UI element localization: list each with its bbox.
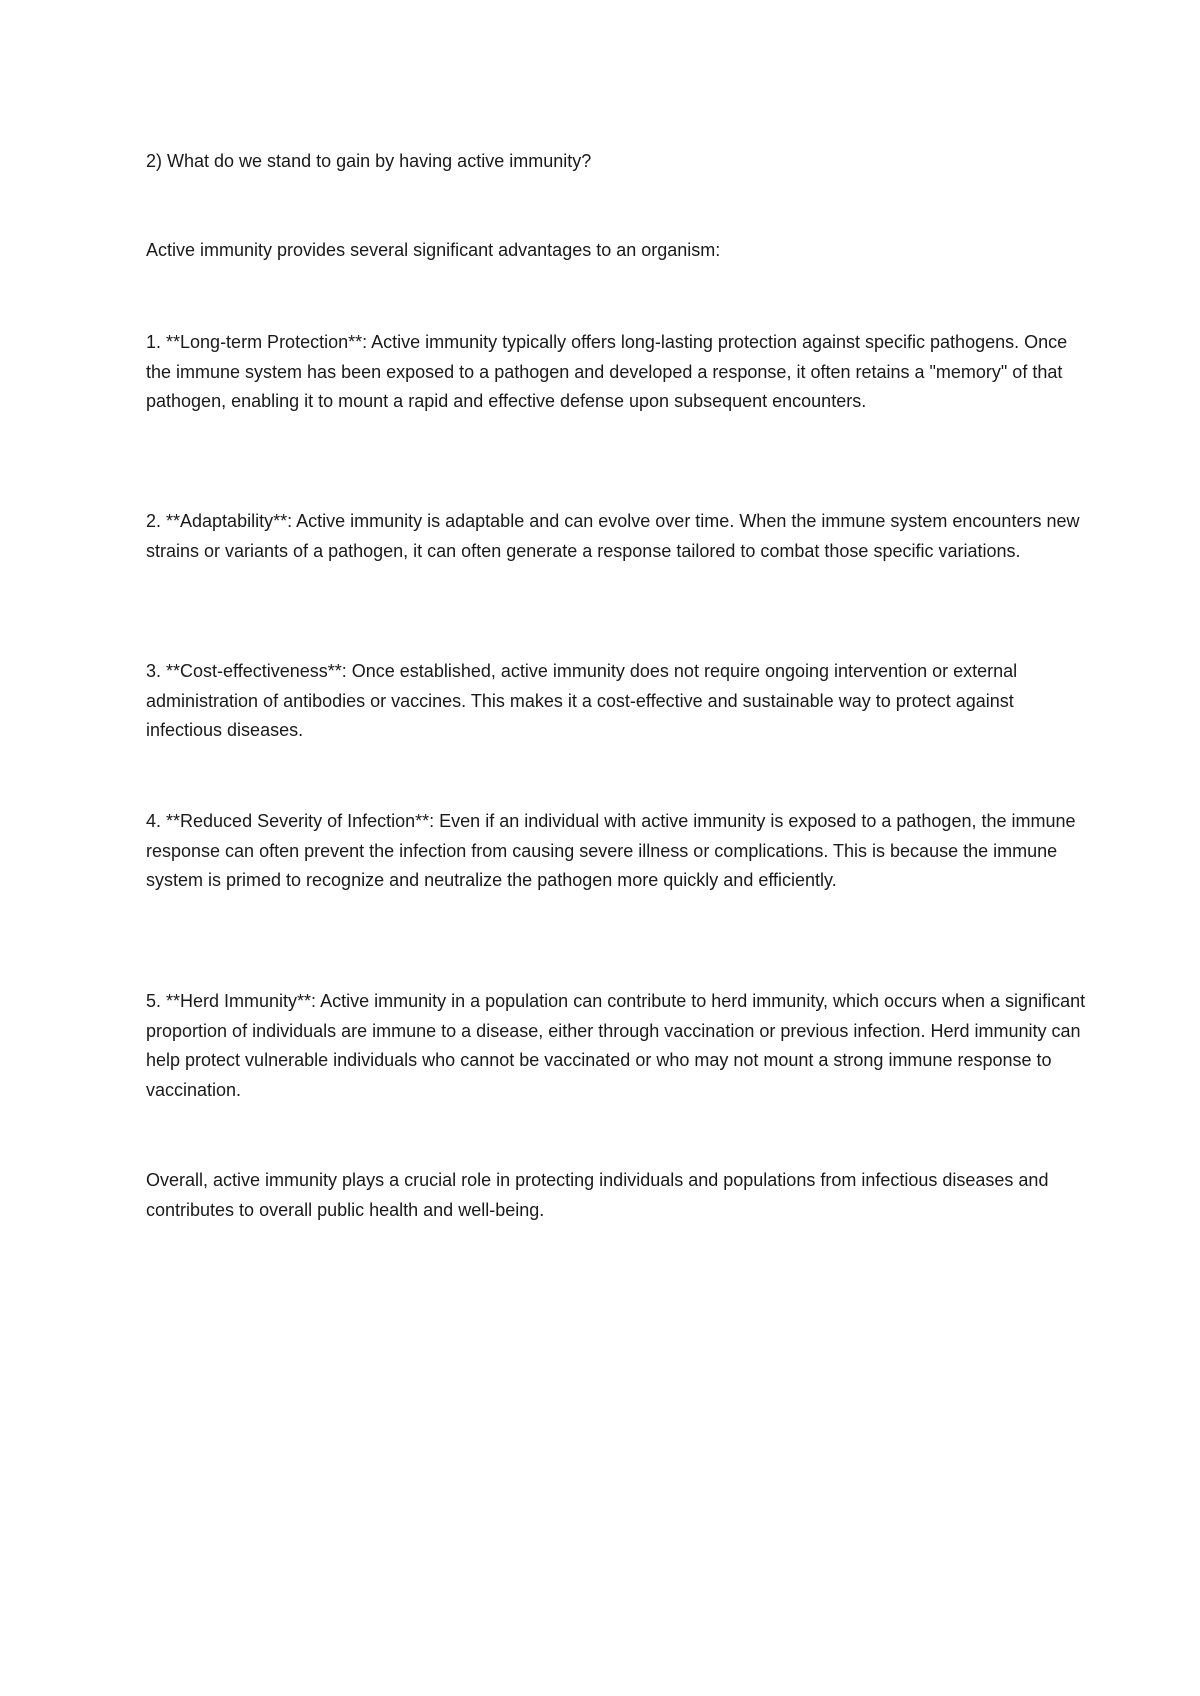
list-item-cost-effectiveness: 3. **Cost-effectiveness**: Once established, active immunity does not require ongoing intervention or external administration of antibodies or vaccines. This makes it a cost-effective and sustainable way to protect against infectious diseases. xyxy=(146,661,1018,740)
list-item-reduced-severity: 4. **Reduced Severity of Infection**: Even if an individual with active immunity is exposed to a pathogen, the immune response can often prevent the infection from causing severe illness or complications. This is because the immune system is primed to recognize and neutralize the pathogen more quickly and efficiently. xyxy=(146,811,1076,890)
list-item-adaptability: 2. **Adaptability**: Active immunity is adaptable and can evolve over time. When the immune system encounters new strains or variants of a pathogen, it can often generate a response tailored to combat those specific variations. xyxy=(146,511,1080,561)
list-item-herd-immunity: 5. **Herd Immunity**: Active immunity in a population can contribute to herd immunity, which occurs when a significant proportion of individuals are immune to a disease, either through vaccination or previous infection. Herd immunity can help protect vulnerable individuals who cannot be vaccinated or who may not mount a strong immune response to vaccination. xyxy=(146,991,1086,1100)
conclusion-paragraph: Overall, active immunity plays a crucial role in protecting individuals and populations from infectious diseases and contributes to overall public health and well-being. xyxy=(146,1170,1049,1220)
list-item-long-term-protection: 1. **Long-term Protection**: Active immunity typically offers long-lasting protection against specific pathogens. Once the immune system has been exposed to a pathogen and developed a response, it often retains a "memory" of that pathogen, enabling it to mount a rapid and effective defense upon subsequent encounters. xyxy=(146,332,1068,411)
intro-paragraph: Active immunity provides several significant advantages to an organism: xyxy=(146,240,721,260)
question-heading: 2) What do we stand to gain by having active immunity? xyxy=(146,151,592,171)
